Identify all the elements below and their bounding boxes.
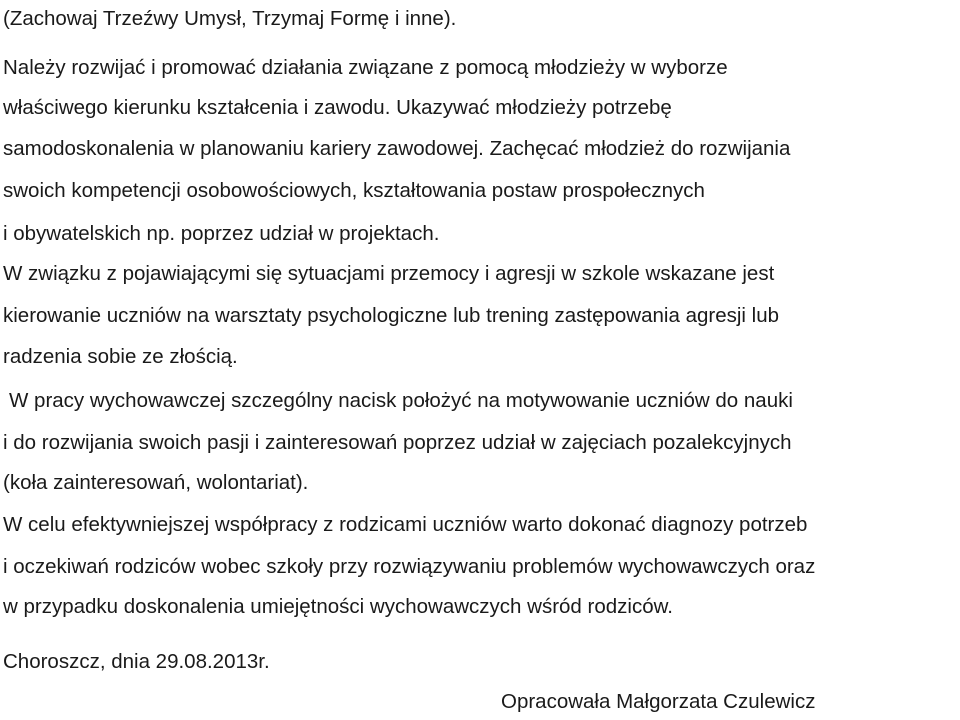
text-line-5: swoich kompetencji osobowościowych, kształtowania postaw prospołecznych (3, 179, 705, 202)
text-line-4: samodoskonalenia w planowaniu kariery zawodowej. Zachęcać młodzież do rozwijania (3, 137, 791, 160)
text-line-15: w przypadku doskonalenia umiejętności wychowawczych wśród rodziców. (3, 595, 673, 618)
text-line-2: Należy rozwijać i promować działania związane z pomocą młodzieży w wyborze (3, 56, 728, 79)
date-line: Choroszcz, dnia 29.08.2013r. (3, 650, 270, 673)
text-line-1: (Zachowaj Trzeźwy Umysł, Trzymaj Formę i inne). (3, 7, 457, 30)
text-line-7: W związku z pojawiającymi się sytuacjami przemocy i agresji w szkole wskazane jest (3, 262, 775, 285)
text-line-8: kierowanie uczniów na warsztaty psychologiczne lub trening zastępowania agresji lub (3, 304, 780, 327)
text-line-14: i oczekiwań rodziców wobec szkoły przy rozwiązywaniu problemów wychowawczych oraz (3, 555, 816, 578)
text-line-12: (koła zainteresowań, wolontariat). (3, 471, 309, 494)
text-line-9: radzenia sobie ze złością. (3, 345, 238, 368)
text-line-13: W celu efektywniejszej współpracy z rodzicami uczniów warto dokonać diagnozy potrzeb (3, 513, 808, 536)
text-line-10: W pracy wychowawczej szczególny nacisk położyć na motywowanie uczniów do nauki (9, 389, 793, 412)
signature: Opracowała Małgorzata Czulewicz (501, 690, 816, 713)
text-line-6: i obywatelskich np. poprzez udział w projektach. (3, 222, 440, 245)
text-line-11: i do rozwijania swoich pasji i zainteresowań poprzez udział w zajęciach pozalekcyjnych (3, 431, 792, 454)
text-line-3: właściwego kierunku kształcenia i zawodu. Ukazywać młodzieży potrzebę (3, 96, 672, 119)
